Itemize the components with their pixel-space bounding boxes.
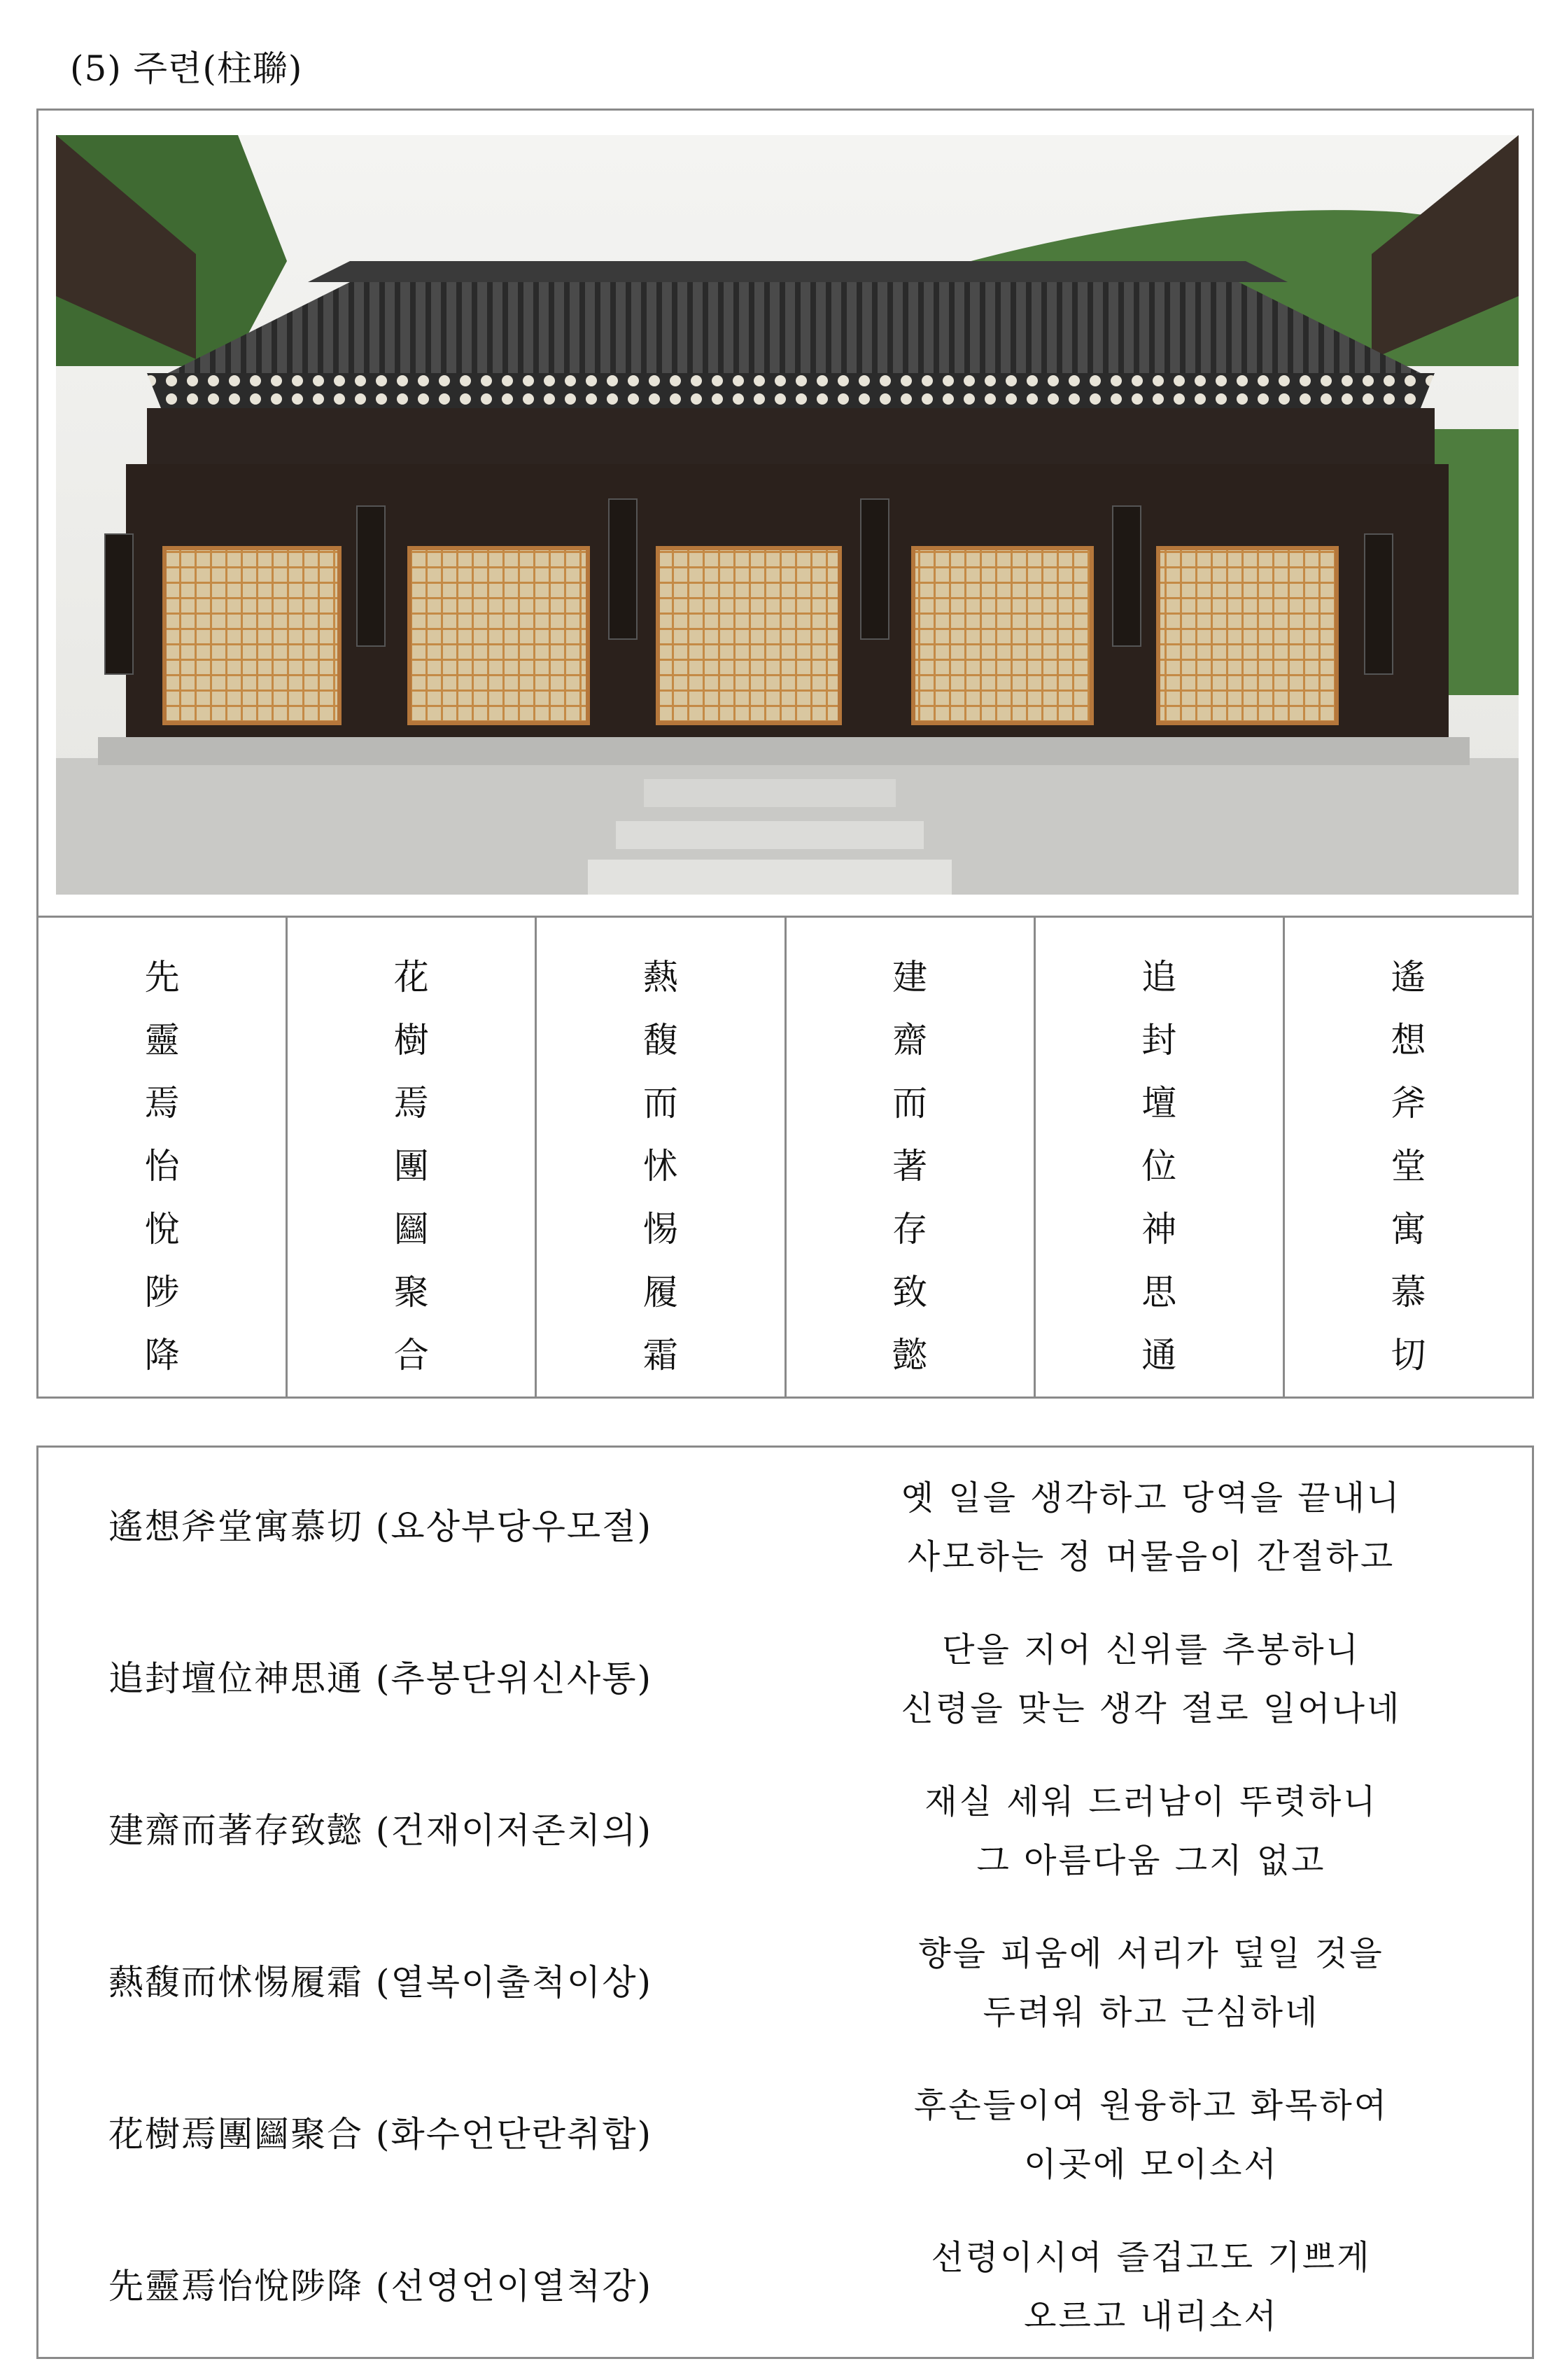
building-photo (56, 135, 1519, 895)
building-photo-frame (36, 108, 1534, 918)
translation-row (38, 1448, 1532, 1600)
translation-row (38, 1751, 1532, 1903)
verse-char: 慕 (1391, 1272, 1426, 1312)
verse-char: 懿 (892, 1335, 928, 1376)
verse-char: 花 (393, 957, 429, 997)
verse-title: 遙想斧堂寓慕切 (요상부당우모절) (108, 1506, 653, 1547)
meaning-line: 사모하는 정 머물음이 간절하고 (907, 1537, 1395, 1576)
verse-char: 齋 (892, 1020, 928, 1060)
verse-char: 壇 (1141, 1083, 1177, 1124)
verse-meaning (801, 1924, 1501, 2042)
meaning-line: 단을 지어 신위를 추봉하니 (942, 1630, 1360, 1670)
verse-column (1285, 918, 1532, 1396)
meaning-line: 오르고 내리소서 (1024, 2297, 1279, 2336)
verse-column (288, 918, 537, 1396)
verse-char: 存 (892, 1209, 928, 1250)
verse-char: 霜 (642, 1335, 678, 1376)
meaning-line: 옛 일을 생각하고 당역을 끝내니 (901, 1478, 1402, 1518)
verse-char: 而 (892, 1083, 928, 1124)
verse-char: 惕 (642, 1209, 678, 1250)
verse-column (787, 918, 1036, 1396)
meaning-line: 재실 세워 드러남이 뚜렷하니 (924, 1782, 1378, 1821)
verse-char: 聚 (393, 1272, 429, 1312)
meaning-line: 후손들이여 원융하고 화목하여 (913, 2086, 1389, 2125)
verse-char: 圝 (393, 1209, 429, 1250)
verse-char: 而 (642, 1083, 678, 1124)
verse-meaning (801, 1620, 1501, 1738)
verse-column (537, 918, 786, 1396)
verse-char: 合 (393, 1335, 429, 1376)
pillar-verse-columns (36, 916, 1534, 1399)
verse-title: 追封壇位神思通 (추봉단위신사통) (108, 1658, 653, 1699)
verse-char: 位 (1141, 1146, 1177, 1186)
verse-char: 斧 (1391, 1083, 1426, 1124)
verse-char: 著 (892, 1146, 928, 1186)
verse-char: 遙 (1391, 957, 1426, 997)
verse-char: 焉 (393, 1083, 429, 1124)
verse-meaning (801, 1772, 1501, 1890)
verse-char: 履 (642, 1272, 678, 1312)
verse-char: 先 (144, 957, 180, 997)
verse-char: 想 (1391, 1020, 1426, 1060)
verse-char: 馥 (642, 1020, 678, 1060)
verse-char: 思 (1141, 1272, 1177, 1312)
translation-box (36, 1446, 1534, 2359)
verse-meaning (801, 2228, 1501, 2346)
verse-char: 寓 (1391, 1209, 1426, 1250)
verse-meaning (801, 1469, 1501, 1586)
verse-char: 切 (1391, 1335, 1426, 1376)
verse-char: 靈 (144, 1020, 180, 1060)
verse-title: 花樹焉團圝聚合 (화수언단란취합) (108, 2113, 653, 2155)
verse-char: 致 (892, 1272, 928, 1312)
verse-char: 悅 (144, 1209, 180, 1250)
verse-char: 封 (1141, 1020, 1177, 1060)
verse-char: 堂 (1391, 1146, 1426, 1186)
verse-char: 神 (1141, 1209, 1177, 1250)
verse-char: 團 (393, 1146, 429, 1186)
verse-char: 爇 (642, 957, 678, 997)
section-heading: (5) 주련(柱聯) (70, 48, 303, 89)
translation-row (38, 2207, 1532, 2359)
meaning-line: 향을 피움에 서리가 덮일 것을 (918, 1934, 1384, 1973)
meaning-line: 두려워 하고 근심하네 (983, 1993, 1320, 2032)
verse-char: 建 (892, 957, 928, 997)
verse-column (38, 918, 288, 1396)
meaning-line: 선령이시여 즐겁고도 기쁘게 (931, 2238, 1372, 2277)
translation-row (38, 1903, 1532, 2055)
translation-row (38, 1600, 1532, 1751)
verse-char: 怡 (144, 1146, 180, 1186)
verse-char: 追 (1141, 957, 1177, 997)
verse-char: 降 (144, 1335, 180, 1376)
translation-row (38, 2055, 1532, 2207)
verse-title: 建齋而著存致懿 (건재이저존치의) (108, 1809, 653, 1851)
verse-char: 陟 (144, 1272, 180, 1312)
meaning-line: 그 아름다움 그지 없고 (976, 1841, 1326, 1880)
verse-meaning (801, 2076, 1501, 2194)
verse-column (1036, 918, 1285, 1396)
verse-char: 怵 (642, 1146, 678, 1186)
meaning-line: 이곳에 모이소서 (1024, 2145, 1279, 2184)
meaning-line: 신령을 맞는 생각 절로 일어나네 (901, 1689, 1402, 1728)
verse-char: 樹 (393, 1020, 429, 1060)
verse-char: 焉 (144, 1083, 180, 1124)
verse-title: 爇馥而怵惕履霜 (열복이출척이상) (108, 1961, 653, 2003)
verse-title: 先靈焉怡悅陟降 (선영언이열척강) (108, 2265, 653, 2306)
verse-char: 通 (1141, 1335, 1177, 1376)
